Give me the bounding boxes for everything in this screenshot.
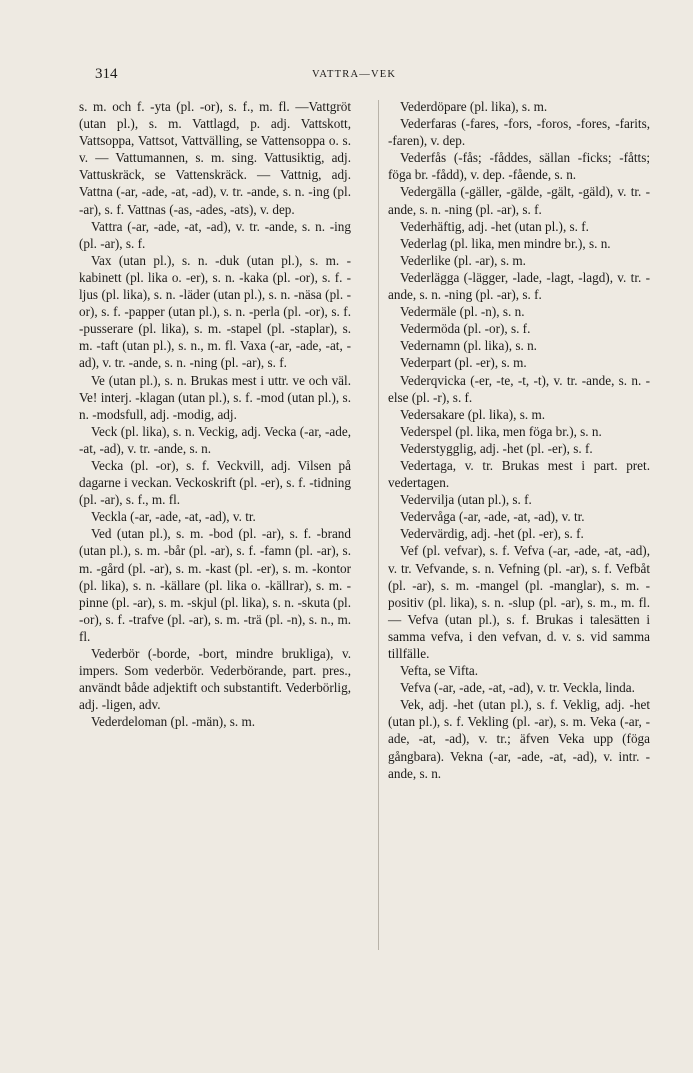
dictionary-entry: s. m. och f. -yta (pl. -or), s. f., m. fl. —Vattgröt (utan pl.), s. m. Vattlagd, p. adj. Vattskott, Vattsoppa, Vattsot, Vattvälling, se Vattensoppa o. s. v. — Vattumannen, s. m. sing. Vattusiktig, adj. Vattuskräck, se Vattenskräck. — Vattnig, adj. Vattna (-ar, -ade, -at, -ad), v. tr. -ande, s. n. -ing (pl. -ar), s. f. Vattnas (-as, -ades, -ats), v. dep.: [79, 99, 351, 217]
dictionary-entry: Vef (pl. vefvar), s. f. Vefva (-ar, -ade, -at, -ad), v. tr. Vefvande, s. n. Vefning (pl. -ar), s. f. Vefbåt (pl. -ar), s. m. -mangel (pl. -manglar), s. m. -positiv (pl. lika), s. n. -slup (pl. -ar), s. m., m. fl. — Vefva (utan pl.), s. f. Brukas i talesätten i samma vefva, i den vefvan, d. v. s. vid samma tillfälle.: [388, 543, 650, 661]
dictionary-entry: Vedermäle (pl. -n), s. n.: [400, 304, 525, 320]
dictionary-entry: Vedertaga, v. tr. Brukas mest i part. pret. vedertagen.: [388, 457, 650, 491]
column-divider: [378, 100, 379, 950]
right-column: [388, 98, 650, 782]
left-column: [79, 98, 351, 730]
dictionary-entry: Vederfaras (-fares, -fors, -foros, -fores, -farits, -faren), v. dep.: [388, 116, 650, 149]
dictionary-entry: Vecka (pl. -or), s. f. Veckvill, adj. Vilsen på dagarne i veckan. Veckoskrift (pl. -er), s. f. -tidning (pl. -ar), s. f., m. fl.: [79, 457, 351, 508]
dictionary-entry: Vederlike (pl. -ar), s. m.: [400, 252, 526, 268]
page-number: 314: [95, 66, 118, 82]
dictionary-entry: Vedermöda (pl. -or), s. f.: [400, 321, 531, 337]
dictionary-entry: Vederfås (-fås; -fåddes, sällan -ficks; -fåtts; föga br. -fådd), v. dep. -fående, s. n.: [388, 150, 650, 183]
dictionary-entry: Vederpart (pl. -er), s. m.: [400, 355, 527, 371]
dictionary-entry: Veckla (-ar, -ade, -at, -ad), v. tr.: [91, 509, 256, 525]
dictionary-entry: Vedersakare (pl. lika), s. m.: [400, 406, 546, 422]
dictionary-entry: Vederqvicka (-er, -te, -t, -t), v. tr. -ande, s. n. -else (pl. -r), s. f.: [388, 372, 650, 405]
dictionary-entry: Vefva (-ar, -ade, -at, -ad), v. tr. Veckla, linda.: [400, 680, 635, 696]
dictionary-entry: Vederlag (pl. lika, men mindre br.), s. n.: [400, 235, 611, 251]
dictionary-entry: Veck (pl. lika), s. n. Veckig, adj. Vecka (-ar, -ade, -at, -ad), v. tr. -ande, s. n.: [79, 423, 351, 456]
dictionary-entry: Vedervärdig, adj. -het (pl. -er), s. f.: [400, 526, 584, 542]
dictionary-entry: Vederlägga (-lägger, -lade, -lagt, -lagd), v. tr. -ande, s. n. -ning (pl. -ar), s. f.: [388, 269, 650, 303]
dictionary-entry: Ve (utan pl.), s. n. Brukas mest i uttr. ve och väl. Ve! interj. -klagan (utan pl.), s. f. -mod (utan pl.), s. n. -modsfull, adj. -modig, adj.: [79, 372, 351, 422]
dictionary-entry: Vedervilja (utan pl.), s. f.: [400, 492, 532, 508]
dictionary-entry: Vederstygglig, adj. -het (pl. -er), s. f.: [400, 440, 593, 456]
dictionary-entry: Vedervåga (-ar, -ade, -at, -ad), v. tr.: [400, 509, 585, 525]
dictionary-entry: Vek, adj. -het (utan pl.), s. f. Veklig, adj. -het (utan pl.), s. f. Vekling (pl. -ar), s. m. Veka (-ar, -ade, -at, -ad), v. tr.; äfven Veka upp (föga gångbara). Vekna (-ar, -ade, -at, -ad), v. intr. -ande, s. n.: [388, 697, 650, 781]
dictionary-entry: Vax (utan pl.), s. n. -duk (utan pl.), s. m. -kabinett (pl. lika o. -er), s. n. -kaka (pl. -or), s. f. -ljus (pl. lika), s. n. -läder (utan pl.), s. n. -näsa (pl. -or), s. f. -papper (utan pl.), s. n. -perla (pl. -or), s. f. -pusserare (pl. lika), s. m. -stapel (pl. -staplar), s. m. -taft (utan pl.), s. n., m. fl. Vaxa (-ar, -ade, -at, -ad), v. tr. -ande, s. n. -ning (pl. -ar), s. f.: [79, 252, 351, 371]
dictionary-entry: Vedernamn (pl. lika), s. n.: [400, 338, 537, 354]
dictionary-entry: Vederdeloman (pl. -män), s. m.: [91, 714, 256, 730]
dictionary-entry: Vederbör (-borde, -bort, mindre brukliga), v. impers. Som vederbör. Vederbörande, part. pres., användt både adjektift och substantift. Vederbörlig, adj. -ligen, adv.: [79, 646, 351, 713]
running-head: VATTRA—VEK: [312, 69, 397, 80]
dictionary-entry: Vederhäftig, adj. -het (utan pl.), s. f.: [400, 218, 589, 234]
dictionary-entry: Vedergälla (-gäller, -gälde, -gält, -gäld), v. tr. -ande, s. n. -ning (pl. -ar), s. f.: [388, 184, 650, 217]
dictionary-entry: Vefta, se Vifta.: [400, 663, 479, 679]
dictionary-entry: Vattra (-ar, -ade, -at, -ad), v. tr. -ande, s. n. -ing (pl. -ar), s. f.: [79, 218, 351, 251]
dictionary-entry: Vederdöpare (pl. lika), s. m.: [400, 99, 548, 114]
dictionary-entry: Ved (utan pl.), s. m. -bod (pl. -ar), s. f. -brand (utan pl.), s. m. -bår (pl. -ar), s. f. -famn (pl. -ar), s. m. -gård (pl. -ar), s. m. -kast (pl. -er), s. m. -kontor (pl. lika), s. n. -källare (pl. lika o. -källrar), s. m. -pinne (pl. -ar), s. m. -skjul (pl. lika), s. n. -skuta (pl. -or), s. f. -trafve (pl. -ar), s. m. -trä (pl. -n), s. n., m. fl.: [79, 526, 351, 644]
dictionary-entry: Vederspel (pl. lika, men föga br.), s. n.: [400, 423, 602, 439]
